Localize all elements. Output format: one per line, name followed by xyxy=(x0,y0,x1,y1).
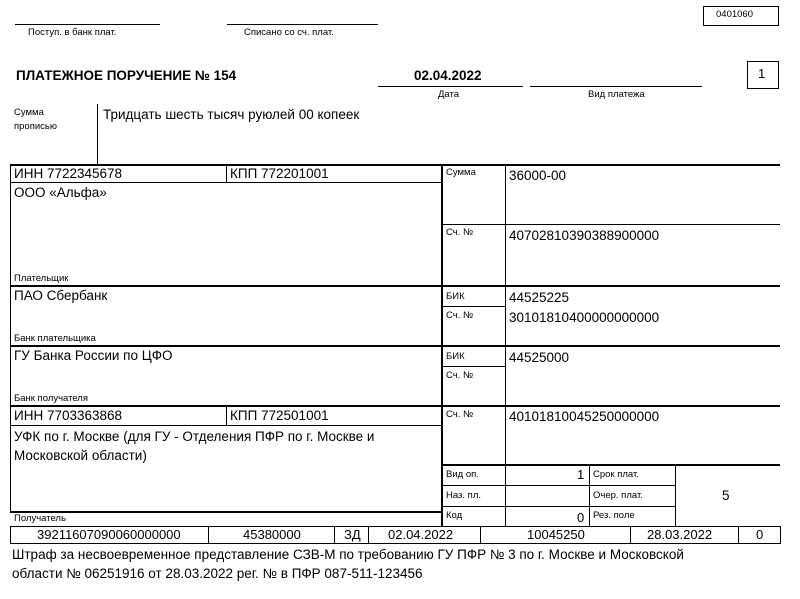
ops-col-1 xyxy=(589,464,590,526)
payee-kpp: КПП 772501001 xyxy=(230,408,329,423)
operation-type-value: 1 xyxy=(577,467,585,482)
payer-account-label: Сч. № xyxy=(446,227,474,238)
payer-inn-row-line xyxy=(10,182,442,183)
date-label: Дата xyxy=(438,89,460,100)
payer-account-line xyxy=(441,224,780,225)
operation-reserve-label: Рез. поле xyxy=(593,510,635,521)
tax-div-4 xyxy=(480,526,481,543)
payee-inn: ИНН 7703363868 xyxy=(14,408,123,423)
form-code: 0401060 xyxy=(716,9,753,20)
payer-inn: ИНН 7722345678 xyxy=(14,166,123,181)
payee-name-line-2: Московской области) xyxy=(14,448,147,463)
operation-term-label: Срок плат. xyxy=(593,469,639,480)
grid-top-line xyxy=(10,164,780,166)
payer-bank-bottom-line xyxy=(10,345,780,347)
operation-code-label: Код xyxy=(446,510,463,521)
payee-name-bottom-line xyxy=(10,511,442,513)
operation-type-label: Вид оп. xyxy=(446,469,479,480)
document-date: 02.04.2022 xyxy=(414,68,482,83)
purpose-line-2: области № 06251916 от 28.03.2022 рег. № в ПФР 087-511-123456 xyxy=(12,566,423,581)
payer-kpp: КПП 772201001 xyxy=(230,166,329,181)
grid-left-line xyxy=(10,164,11,512)
status-code: 1 xyxy=(758,66,766,81)
payer-account-value: 40702810390388900000 xyxy=(509,228,660,243)
payer-bank-account-label: Сч. № xyxy=(446,310,474,321)
payment-type-label: Вид платежа xyxy=(588,89,645,100)
amount-words-label-2: прописью xyxy=(14,121,57,132)
operation-code-value: 0 xyxy=(577,510,585,525)
received-line xyxy=(15,24,160,25)
tax-div-3 xyxy=(368,526,369,543)
tax-div-6 xyxy=(738,526,739,543)
document-title: ПЛАТЕЖНОЕ ПОРУЧЕНИЕ № 154 xyxy=(16,68,237,83)
amount-words-divider xyxy=(97,104,98,164)
payer-bank-bik-line xyxy=(441,306,505,307)
payer-label: Плательщик xyxy=(14,273,69,284)
payee-bank-name: ГУ Банка России по ЦФО xyxy=(14,348,173,363)
payee-account-bottom-line xyxy=(441,464,780,466)
payer-inn-kpp-divider xyxy=(226,164,227,182)
payee-name-line-1: УФК по г. Москве (для ГУ - Отделения ПФР по г. Москве и xyxy=(14,429,375,444)
received-label: Поступ. в банк плат. xyxy=(28,27,117,38)
payer-bank-bik-value: 44525225 xyxy=(509,290,570,305)
payer-bank-account-value: 30101810400000000000 xyxy=(509,310,660,325)
payee-bank-bik-line xyxy=(441,366,505,367)
ops-line-1 xyxy=(441,485,676,486)
payee-label: Получатель xyxy=(14,513,66,524)
ops-col-2 xyxy=(675,464,676,526)
payee-bank-bik-value: 44525000 xyxy=(509,350,570,365)
tax-doc-date: 28.03.2022 xyxy=(647,527,713,542)
amount-words-label-1: Сумма xyxy=(14,107,44,118)
payee-inn-kpp-divider xyxy=(226,405,227,425)
tax-period: 02.04.2022 xyxy=(388,527,454,542)
payment-type-line xyxy=(530,86,702,87)
payee-inn-row-line xyxy=(10,425,442,426)
operation-purpose-label: Наз. пл. xyxy=(446,490,481,501)
payer-bank-bik-label: БИК xyxy=(446,291,465,302)
date-line xyxy=(378,86,523,87)
tax-div-1 xyxy=(208,526,209,543)
payee-account-label: Сч. № xyxy=(446,409,474,420)
tax-div-5 xyxy=(630,526,631,543)
tax-kbk: 39211607090060000000 xyxy=(37,527,181,542)
payee-account-value: 40101810045250000000 xyxy=(509,409,660,424)
tax-div-2 xyxy=(334,526,335,543)
amount-words-value: Тридцать шесть тысяч руюлей 00 копеек xyxy=(103,107,360,122)
operation-order-value: 5 xyxy=(722,488,730,503)
payer-bank-label: Банк плательщика xyxy=(14,333,96,344)
tax-oktmo: 45380000 xyxy=(243,527,301,542)
payer-bottom-line xyxy=(10,285,780,287)
payee-bank-label: Банк получателя xyxy=(14,393,88,404)
purpose-line-1: Штраф за несвоевременное представление СЗВ-М по требованию ГУ ПФР № 3 по г. Москве и Московской xyxy=(12,547,684,562)
payer-amount-value: 36000-00 xyxy=(509,168,567,183)
payee-bank-bik-label: БИК xyxy=(446,351,465,362)
debited-label: Списано со сч. плат. xyxy=(244,27,334,38)
payee-bank-account-label: Сч. № xyxy=(446,370,474,381)
tax-type: 0 xyxy=(756,527,764,542)
operation-order-label: Очер. плат. xyxy=(593,490,643,501)
payer-bank-name: ПАО Сбербанк xyxy=(14,288,108,303)
tax-doc-number: 10045250 xyxy=(527,527,585,542)
ops-line-2 xyxy=(441,506,676,507)
payee-bank-bottom-line xyxy=(10,405,780,407)
payer-amount-label: Сумма xyxy=(446,167,476,178)
tax-basis: ЗД xyxy=(344,527,361,542)
payer-name: ООО «Альфа» xyxy=(14,185,107,200)
debited-line xyxy=(227,24,378,25)
